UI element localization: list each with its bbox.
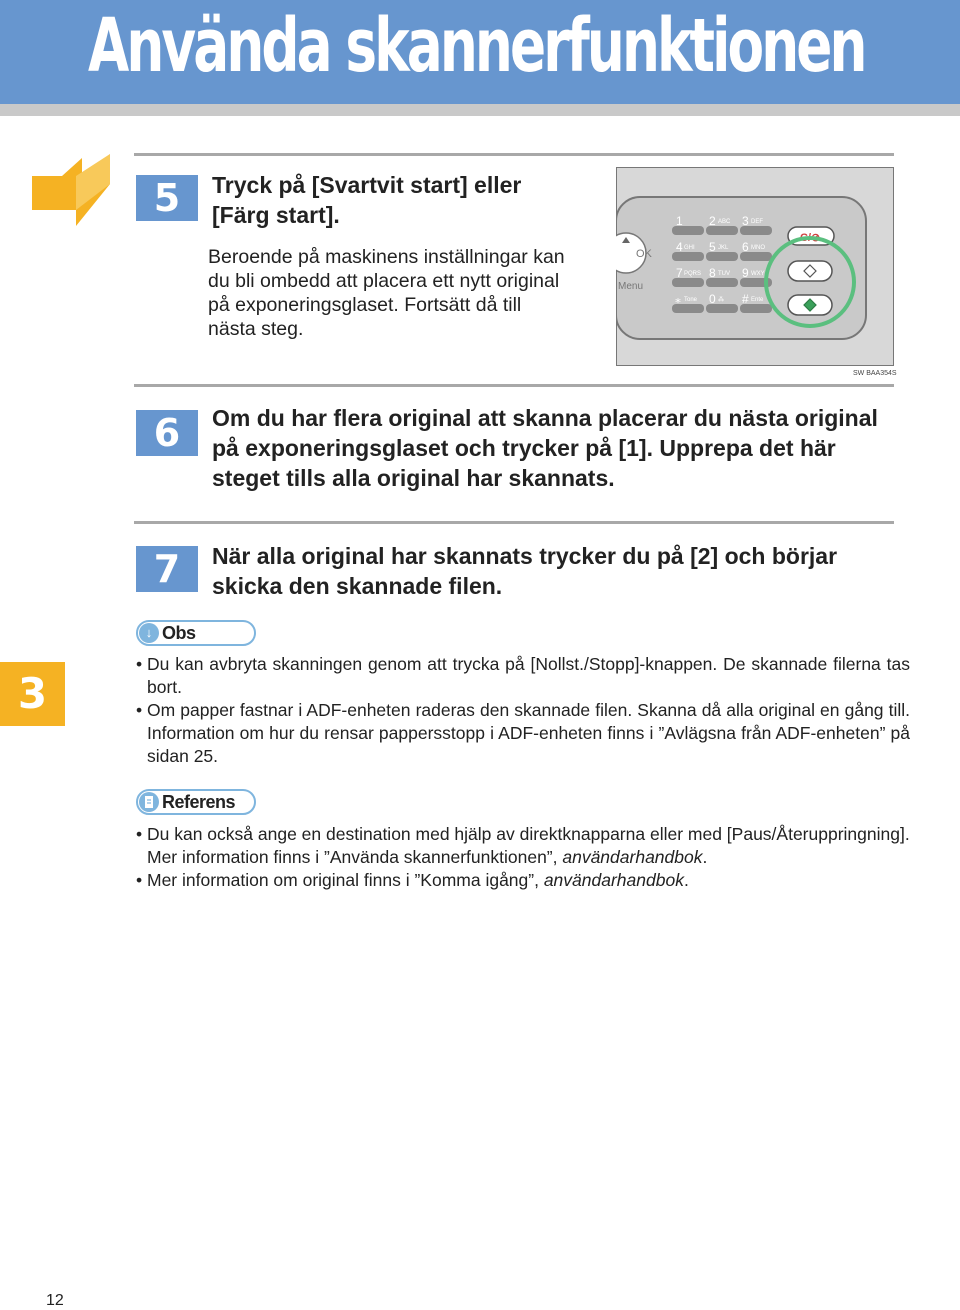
note-list bbox=[136, 653, 910, 768]
list-item-end: . bbox=[683, 870, 689, 890]
step-number-6: 6 bbox=[136, 410, 198, 456]
step-number-5: 5 bbox=[136, 175, 198, 221]
step-6-heading bbox=[212, 403, 878, 493]
list-item bbox=[136, 699, 910, 768]
reference-label bbox=[136, 789, 256, 815]
step-5-body bbox=[208, 245, 565, 341]
bullet-dot: • bbox=[136, 700, 143, 720]
image-code: SW BAA354S bbox=[853, 370, 897, 377]
control-panel-illustration bbox=[616, 167, 894, 366]
bullet-dot: • bbox=[136, 824, 143, 844]
step-5-heading-line: Tryck på [Svartvit start] eller bbox=[212, 172, 522, 198]
svg-text:1: 1 bbox=[676, 214, 683, 228]
bw-start-button bbox=[788, 261, 832, 281]
step-5-heading bbox=[212, 170, 521, 230]
svg-text:⁂: ⁂ bbox=[718, 297, 724, 303]
reference-label-text: Referens bbox=[162, 792, 236, 812]
svg-text:WXY: WXY bbox=[751, 271, 765, 277]
step-7-heading bbox=[212, 541, 837, 601]
step-number-7: 7 bbox=[136, 546, 198, 592]
bullet-dot: • bbox=[136, 870, 143, 890]
svg-text:ABC: ABC bbox=[718, 219, 731, 225]
svg-text:4: 4 bbox=[676, 240, 683, 254]
svg-text:Ente: Ente bbox=[751, 297, 764, 303]
svg-text:5: 5 bbox=[709, 240, 716, 254]
list-item-text: Du kan avbryta skanningen genom att trycka på [Nollst./Stopp]-knappen. De skannade filerna tas bort. bbox=[147, 654, 910, 697]
svg-text:GHI: GHI bbox=[684, 245, 695, 251]
list-item-text: Mer information om original finns i ”Komma igång”, bbox=[147, 870, 544, 890]
svg-text:PQRS: PQRS bbox=[684, 271, 702, 277]
step-6-heading-line: steget tills alla original har skannats. bbox=[212, 465, 615, 491]
svg-text:2: 2 bbox=[709, 214, 716, 228]
svg-text:JKL: JKL bbox=[718, 245, 729, 251]
step-divider bbox=[134, 384, 894, 387]
svg-text:C/⊘: C/⊘ bbox=[800, 232, 821, 244]
ok-label: OK bbox=[636, 248, 652, 260]
list-item-end: . bbox=[702, 847, 708, 867]
step-5-body-line: du bli ombedd att placera ett nytt original bbox=[208, 270, 560, 292]
list-item bbox=[136, 653, 910, 699]
svg-text:#: # bbox=[742, 292, 749, 306]
svg-text:9: 9 bbox=[742, 266, 749, 280]
page-number: 12 bbox=[46, 1292, 64, 1309]
step-7-heading-line: När alla original har skannats trycker du på [2] och börjar bbox=[212, 543, 838, 569]
list-item bbox=[136, 869, 910, 892]
svg-text:3: 3 bbox=[742, 214, 749, 228]
manual-name: användarhandbok bbox=[543, 870, 684, 890]
svg-text:8: 8 bbox=[709, 266, 716, 280]
svg-text:0: 0 bbox=[709, 292, 716, 306]
note-label bbox=[136, 620, 256, 646]
step-6-heading-line: Om du har flera original att skanna placerar du nästa original bbox=[212, 405, 878, 431]
chapter-arrow-icon bbox=[32, 154, 112, 226]
header-divider bbox=[0, 104, 960, 116]
page-header bbox=[0, 0, 960, 104]
step-5-heading-line: [Färg start]. bbox=[212, 202, 340, 228]
bullet-dot: • bbox=[136, 654, 143, 674]
menu-label: Menu bbox=[618, 281, 644, 292]
step-5-body-line: Beroende på maskinens inställningar kan bbox=[208, 246, 565, 268]
list-item-text: Du kan också ange en destination med hjälp av direktknapparna eller med [Paus/Återuppringning]. Mer information finns i ”Använda skannerfunktionen”, bbox=[147, 824, 910, 867]
svg-text:⁎: ⁎ bbox=[675, 292, 681, 306]
svg-text:7: 7 bbox=[676, 266, 683, 280]
svg-text:DEF: DEF bbox=[751, 219, 763, 225]
document-icon bbox=[139, 792, 159, 812]
step-5-body-line: nästa steg. bbox=[208, 318, 304, 340]
page-title: Använda skannerfunktionen bbox=[88, 3, 865, 89]
step-divider bbox=[134, 153, 894, 156]
list-item-text: Om papper fastnar i ADF-enheten raderas den skannade filen. Skanna då alla original en gång till. Information om hur du rensar pappersstopp i ADF-enheten finns i ”Avlägsna från ADF-enheten” på sidan 25. bbox=[147, 700, 910, 766]
step-7-heading-line: skicka den skannade filen. bbox=[212, 573, 503, 599]
svg-text:Tone: Tone bbox=[684, 297, 698, 303]
step-5-body-line: på exponeringsglaset. Fortsätt då till bbox=[208, 294, 522, 316]
list-item bbox=[136, 823, 910, 869]
reference-list bbox=[136, 823, 910, 892]
chapter-tab: 3 bbox=[0, 662, 65, 726]
svg-text:6: 6 bbox=[742, 240, 749, 254]
arrow-down-icon: ↓ bbox=[139, 623, 159, 643]
manual-name: användarhandbok bbox=[562, 847, 703, 867]
note-label-text: Obs bbox=[162, 623, 196, 643]
svg-text:TUV: TUV bbox=[718, 271, 730, 277]
step-6-heading-line: på exponeringsglaset och trycker på [1]. Upprepa det här bbox=[212, 435, 836, 461]
step-divider bbox=[134, 521, 894, 524]
svg-text:MNO: MNO bbox=[751, 245, 765, 251]
